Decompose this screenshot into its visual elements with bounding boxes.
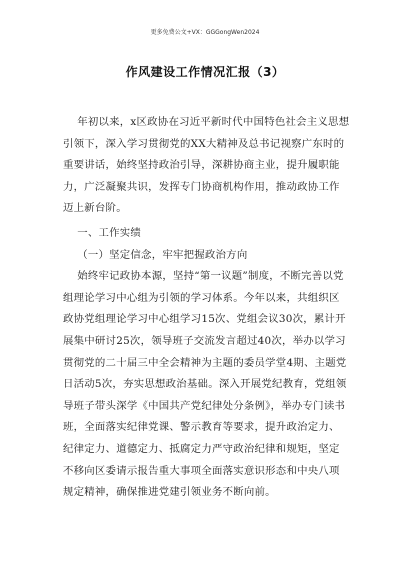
header-note: 更多免费公文+VX：GGGongWen2024: [150, 29, 260, 36]
subsection-heading: （一）坚定信念，牢牢把握政治方向: [63, 248, 248, 261]
body-paragraph: 始终牢记政协本源，坚持“第一议题”制度，不断完善以党组理论学习中心组为引领的学习体系。今年以来，共组织区政协党组理论学习中心组学习15次、党组会议30次，累计开展集中研讨25次，领导班子交流发言超过40次，举办以学习贯彻党的二十届三中全会精神为主题的委员学堂4期、主题党日活动5次，夯实思想政治基础。深入开展党纪教育，党组领导班子带头深学《中国共产党纪律处分条例》，举办专门读书班，全面落实纪律党课、警示教育等要求，提升政治定力、纪律定力、道德定力、抵腐定力严守政治纪律和规矩，坚定不移向区委请示报告重大事项全面落实意识形态和中央八项规定精神，确保推进党建引领业务不断向前。: [63, 270, 347, 499]
intro-paragraph: 年初以来，x区政协在习近平新时代中国特色社会主义思想引领下，深入学习贯彻党的XX大精神及总书记视察广东时的重要讲话，始终坚持政治引导，深耕协商主业，提升履职能力，广泛凝聚共识，发挥专门协商机构作用，推动政协工作迈上新台阶。: [63, 116, 350, 215]
document-title: 作风建设工作情况汇报（3）: [125, 65, 285, 79]
document-body: [63, 112, 350, 504]
section-heading: 一、工作实绩: [63, 226, 142, 239]
